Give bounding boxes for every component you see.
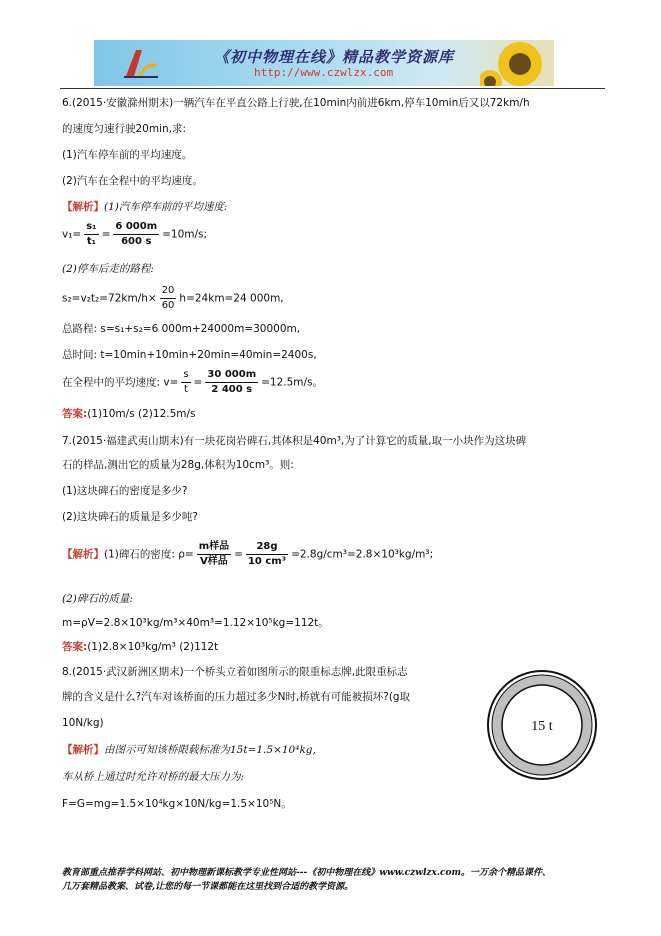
site-logo-icon (120, 46, 160, 80)
banner-url[interactable]: http://www.czwlzx.com (254, 66, 394, 79)
q7-part1: (1)这块碑石的密度是多少? (62, 485, 188, 497)
page-footer (62, 866, 602, 894)
q7-stem-line2: 石的样品,测出它的质量为28g,体积为10cm³。则: (62, 459, 294, 471)
q8-force-calc: F=G=mg=1.5×10⁴kg×10N/kg=1.5×10⁵N。 (62, 798, 292, 810)
q6-v1-formula: v₁= $\frac{\text{s₁}}{\text{t₁}}$ = $\frac{6 000m}{600 s}$ =10m/s; (62, 221, 208, 247)
q8-analysis-line2: 车从桥上通过时允许对桥的最大压力为: (62, 771, 245, 783)
sign-label: 15 t (531, 719, 553, 734)
q6-s2-formula: s₂=v₂t₂=72km/h× $\frac{20}{60}$ h=24km=24 000m, (62, 285, 284, 311)
q6-avg-formula: 在全程中的平均速度: v= $\frac{s}{t}$ = $\frac{30 000m}{2 400 s}$ =12.5m/s。 (62, 369, 324, 395)
q8-stem-line3: 10N/kg) (62, 717, 104, 729)
q8-analysis-line1: 【解析】由图示可知该桥限载标准为15t=1.5×10⁴kg, (62, 744, 316, 756)
q6-part2: (2)汽车在全程中的平均速度。 (62, 175, 203, 187)
footer-line2: 几万套精品教案、试卷,让您的每一节课都能在这里找到合适的教学资源。 (62, 882, 354, 892)
footer-line1: 教育部重点推荐学科网站、初中物理新课标教学专业性网站---《初中物理在线》www.czwlzx.com。一万余个精品课件、 (62, 868, 552, 878)
q7-analysis-line2: (2)碑石的质量: (62, 593, 133, 605)
q6-analysis-line1: 【解析】(1)汽车停车前的平均速度: (62, 201, 228, 213)
q6-total-time: 总时间: t=10min+10min+20min=40min=2400s, (62, 349, 317, 361)
q8-stem-line2: 牌的含义是什么?汽车对该桥面的压力超过多少N时,桥就有可能被损坏?(g取 (62, 691, 411, 703)
q6-analysis-line2: (2)停车后走的路程: (62, 263, 154, 275)
header-banner (94, 40, 554, 86)
q7-density-formula: 【解析】(1)碑石的密度: ρ= $\frac{\text{m样品}}{\text{V样品}}$ = $\frac{28g}{\text{10 cm³}}$ =2.8g/cm³=2.8×10³kg/m³; (62, 541, 434, 567)
q7-answer: 答案:(1)2.8×10³kg/m³ (2)112t (62, 641, 219, 653)
q6-total-distance: 总路程: s=s₁+s₂=6 000m+24000m=30000m, (62, 323, 301, 335)
q6-part1: (1)汽车停车前的平均速度。 (62, 149, 193, 161)
q8-stem-line1: 8.(2015·武汉新洲区期末)一个桥头立着如图所示的限重标志牌,此限重标志 (62, 666, 408, 678)
header-rule (60, 88, 605, 89)
weight-limit-sign (484, 667, 600, 783)
q6-answer: 答案:(1)10m/s (2)12.5m/s (62, 408, 196, 420)
banner-title: 《初中物理在线》精品教学资源库 (214, 48, 455, 66)
sunflower-icon (480, 40, 550, 86)
analysis-tag: 【解析】 (62, 201, 104, 213)
q7-stem-line1: 7.(2015·福建武夷山期末)有一块花岗岩碑石,其体积是40m³,为了计算它的质量,取一小块作为这块碑 (62, 435, 527, 447)
q7-part2: (2)这块碑石的质量是多少吨? (62, 511, 198, 523)
q7-mass-calc: m=ρV=2.8×10³kg/m³×40m³=1.12×10⁵kg=112t。 (62, 617, 329, 629)
q6-stem-line1: 6.(2015·安徽滁州期末)一辆汽车在平直公路上行驶,在10min内前进6km,停车10min后又以72km/h (62, 97, 530, 109)
q6-stem-line2: 的速度匀速行驶20min,求: (62, 123, 187, 135)
